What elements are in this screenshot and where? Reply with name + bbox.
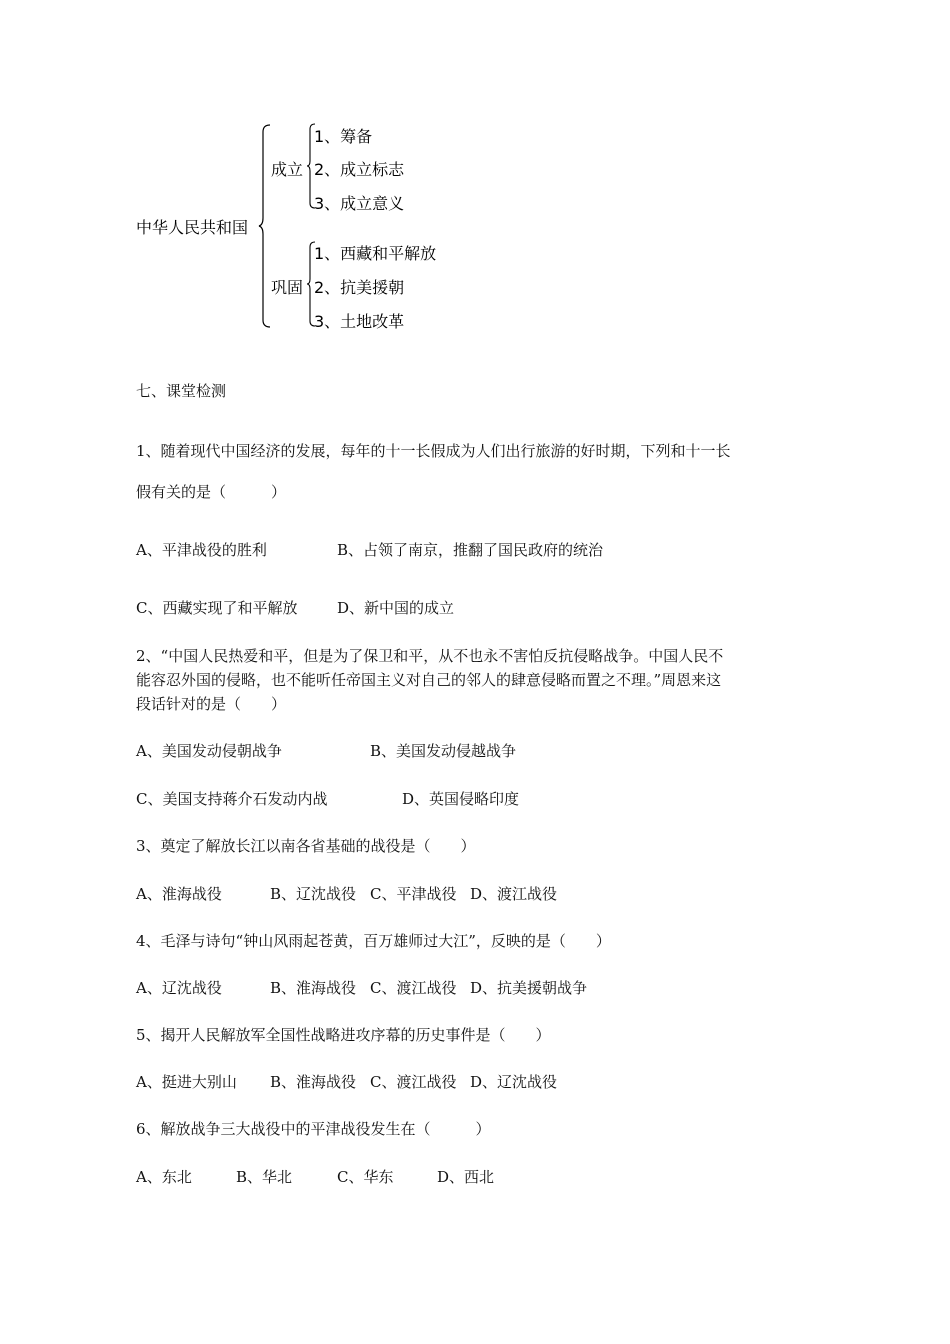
option: A、平津战役的胜利 (136, 541, 267, 559)
option: C、华东 (337, 1168, 394, 1186)
branch-item: 3、土地改革 (314, 312, 405, 331)
branch-item: 3、成立意义 (314, 194, 405, 213)
question-stem: 2、“中国人民热爱和平，但是为了保卫和平，从不也永不害怕反抗侵略战争。中国人民不 (136, 647, 724, 665)
option: B、淮海战役 (270, 979, 357, 997)
option: B、占领了南京，推翻了国民政府的统治 (337, 541, 604, 559)
option: C、美国支持蒋介石发动内战 (136, 790, 328, 808)
branch-item: 1、西藏和平解放 (314, 244, 437, 263)
option: A、美国发动侵朝战争 (136, 742, 282, 760)
branch-label-founding: 成立 (271, 160, 304, 179)
section-title: 七、课堂检测 (136, 382, 227, 400)
question-stem: 6、解放战争三大战役中的平津战役发生在（ ） (136, 1120, 491, 1138)
branch-item: 2、成立标志 (314, 160, 405, 179)
question-stem: 假有关的是（ ） (136, 483, 287, 501)
option: D、辽沈战役 (470, 1073, 558, 1091)
question-stem: 1、随着现代中国经济的发展，每年的十一长假成为人们出行旅游的好时期，下列和十一长 (136, 442, 731, 460)
question-stem: 能容忍外国的侵略，也不能听任帝国主义对自己的邻人的肆意侵略而置之不理。”周恩来这 (136, 671, 722, 689)
option: D、西北 (437, 1168, 495, 1186)
option: C、西藏实现了和平解放 (136, 599, 298, 617)
option: B、辽沈战役 (270, 885, 357, 903)
option: A、辽沈战役 (136, 979, 222, 997)
option: C、平津战役 (370, 885, 457, 903)
option: A、淮海战役 (136, 885, 222, 903)
question-stem: 5、揭开人民解放军全国性战略进攻序幕的历史事件是（ ） (136, 1026, 551, 1044)
option: C、渡江战役 (370, 979, 457, 997)
branch-label-consolidation: 巩固 (271, 278, 304, 297)
option: D、新中国的成立 (337, 599, 455, 617)
option: B、淮海战役 (270, 1073, 357, 1091)
option: A、挺进大别山 (136, 1073, 237, 1091)
question-stem: 段话针对的是（ ） (136, 695, 287, 713)
question-stem: 4、毛泽与诗句“钟山风雨起苍黄，百万雄师过大江”，反映的是（ ） (136, 932, 611, 950)
option: D、抗美援朝战争 (470, 979, 588, 997)
tree-root: 中华人民共和国 (136, 218, 249, 237)
option: B、华北 (236, 1168, 293, 1186)
branch-item: 2、抗美援朝 (314, 278, 405, 297)
question-stem: 3、奠定了解放长江以南各省基础的战役是（ ） (136, 837, 476, 855)
option: A、东北 (136, 1168, 192, 1186)
option: C、渡江战役 (370, 1073, 457, 1091)
option: B、美国发动侵越战争 (370, 742, 517, 760)
branch-item: 1、筹备 (314, 127, 373, 146)
option: D、英国侵略印度 (402, 790, 520, 808)
option: D、渡江战役 (470, 885, 558, 903)
